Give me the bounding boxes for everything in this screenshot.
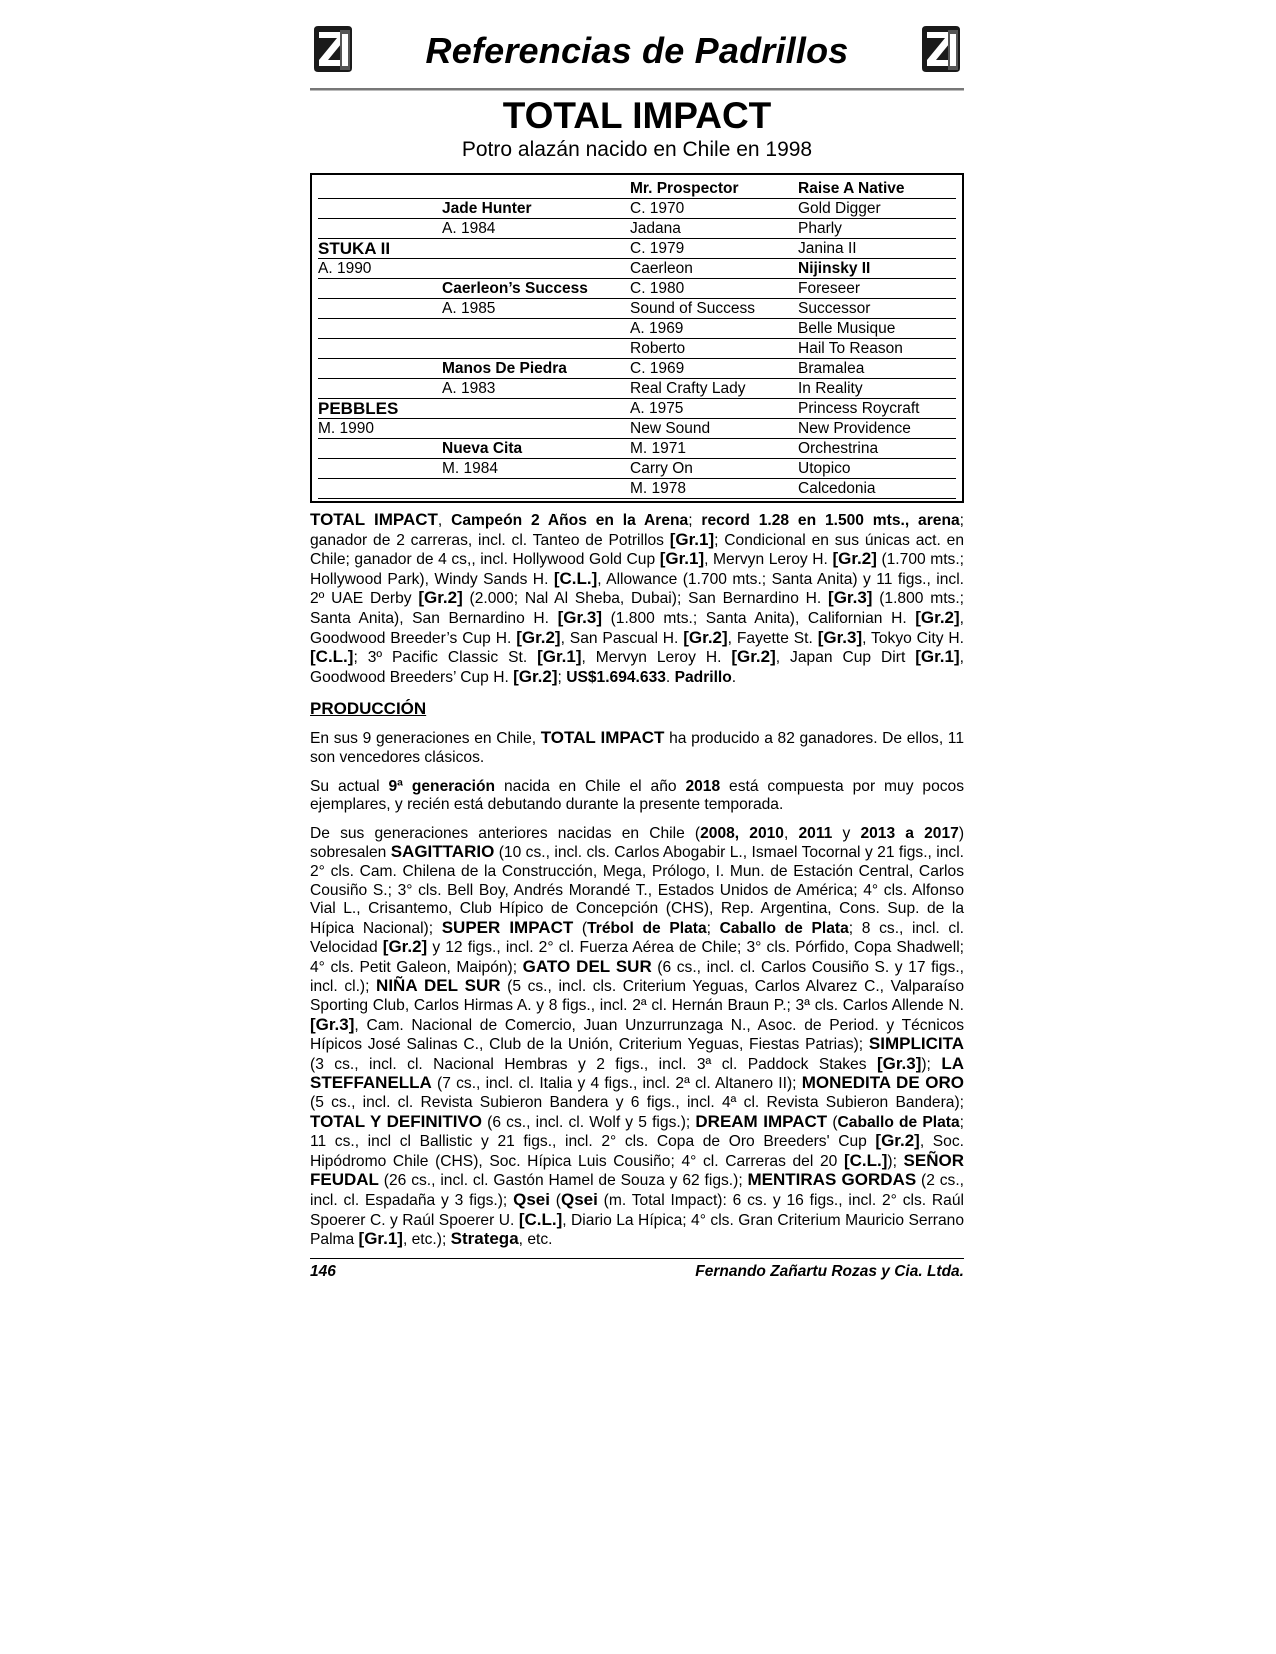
- pedigree-cell: Roberto: [630, 340, 686, 357]
- pedigree-cell: M. 1984: [442, 460, 499, 477]
- text-run: TOTAL IMPACT: [540, 728, 665, 748]
- pedigree-cell: C. 1969: [630, 360, 685, 377]
- page: [310, 20, 964, 1281]
- text-run: , Mervyn Leroy H.: [704, 551, 833, 569]
- pedigree-cell: [442, 419, 630, 438]
- pedigree-row: [318, 419, 956, 439]
- text-run: (2 cs., incl. cl. Espadaña y 3 figs.);: [310, 1172, 964, 1209]
- text-run: [Gr.3]: [817, 627, 863, 647]
- text-run: [Gr.2]: [418, 588, 463, 608]
- text-run: De sus generaciones anteriores nacidas en Chile (: [310, 824, 701, 842]
- pedigree-cell: Janina II: [798, 240, 857, 257]
- text-run: TOTAL IMPACT: [310, 510, 438, 529]
- pedigree-cell: [442, 339, 630, 358]
- text-run: y 12 figs., incl. 2° cl. Fuerza Aérea de Chile; 3° cls. Pórfido, Copa Shadwell; 4° cls. Petit Galeon, Maipón);: [310, 939, 964, 976]
- text-run: (: [549, 1192, 561, 1209]
- production-paragraph: [310, 825, 964, 1250]
- pedigree-row: [318, 399, 956, 419]
- text-run: [C.L.]: [843, 1150, 888, 1170]
- pedigree-row: [318, 259, 956, 279]
- pedigree-cell: [318, 459, 442, 478]
- pedigree-cell: A. 1990: [318, 260, 372, 277]
- text-run: LA STEFFANELLA: [310, 1053, 964, 1093]
- pedigree-cell: [442, 179, 630, 198]
- pedigree-row: [318, 339, 956, 359]
- text-run: , Goodwood Breeders’ Cup H.: [310, 649, 964, 686]
- pedigree-cell: PEBBLES: [318, 399, 399, 418]
- pedigree-cell: Jadana: [630, 220, 681, 237]
- production-text: [310, 729, 964, 1249]
- pedigree-cell: A. 1969: [630, 320, 684, 337]
- text-run: [C.L.]: [310, 647, 354, 667]
- text-run: [Gr.2]: [516, 627, 561, 647]
- pedigree-cell: Bramalea: [798, 360, 865, 377]
- text-run: SIMPLICITA: [868, 1034, 964, 1054]
- pedigree-cell: Belle Musique: [798, 320, 896, 337]
- text-run: SEÑOR FEUDAL: [310, 1150, 965, 1190]
- text-run: , Tokyo City H.: [862, 629, 964, 647]
- text-run: Su actual: [310, 777, 389, 795]
- text-run: (1.800 mts.; Santa Anita), San Bernardino H.: [310, 590, 964, 627]
- text-run: [Gr.1]: [659, 549, 705, 569]
- pedigree-cell: Real Crafty Lady: [630, 380, 746, 397]
- text-run: Caballo de Plata: [719, 919, 849, 937]
- text-run: [Gr.3]: [557, 607, 602, 627]
- text-run: (2.000; Nal Al Sheba, Dubai); San Bernardino H.: [462, 590, 829, 608]
- pedigree-cell: Mr. Prospector: [630, 180, 739, 197]
- text-run: );: [887, 1152, 904, 1170]
- pedigree-cell: M. 1978: [630, 480, 687, 497]
- text-run: [Gr.2]: [731, 647, 776, 667]
- text-run: ha producido a 82 ganadores. De ellos, 11 son vencedores clásicos.: [310, 730, 964, 766]
- pedigree-row: [318, 479, 956, 499]
- text-run: , Cam. Nacional de Comercio, Juan Unzurrunzaga N., Asoc. de Period. y Técnicos Hípicos José Salinas C., Club de la Unión, Criterium Yeguas, Fiestas Patrias);: [310, 1016, 964, 1054]
- page-footer: [310, 1258, 964, 1281]
- text-run: (7 cs., incl. cl. Italia y 4 figs., incl. 2ª cl. Altanero II);: [431, 1075, 802, 1093]
- text-run: ;: [706, 919, 720, 937]
- text-run: (1.700 mts.; Hollywood Park), Windy Sands H.: [310, 551, 965, 588]
- text-run: SAGITTARIO: [390, 842, 495, 862]
- text-run: Qsei: [513, 1190, 550, 1209]
- text-run: Campeón 2 Años en la Arena: [451, 512, 689, 529]
- pedigree-row: [318, 379, 956, 399]
- text-run: (6 cs., incl. cl. Wolf y 5 figs.);: [482, 1113, 696, 1131]
- pedigree-cell: Utopico: [798, 460, 851, 477]
- text-run: [Gr.1]: [915, 647, 960, 667]
- pedigree-cell: C. 1970: [630, 200, 685, 217]
- text-run: NIÑA DEL SUR: [376, 976, 501, 996]
- pedigree-cell: [318, 439, 442, 458]
- production-paragraph: [310, 778, 964, 815]
- text-run: 2018: [685, 777, 721, 795]
- pedigree-cell: Calcedonia: [798, 480, 876, 497]
- zr-logo-icon: [918, 24, 964, 74]
- text-run: está compuesta por muy pocos ejemplares, y recién está debutando durante la presente temporada.: [310, 777, 965, 814]
- text-run: ; 8 cs., incl. cl. Velocidad: [310, 919, 964, 957]
- pedigree-cell: [318, 219, 442, 238]
- production-paragraph: [310, 729, 964, 767]
- text-run: (10 cs., incl. cls. Carlos Abogabir L., Ismael Tocornal y 21 figs., incl. 2° cls. Cam. Chilena de la Construcción, Mega, Prólogo, I. Mun. de Estación Central, Carlos Cousiño S.; 3° cls. Bell Boy, Andrés Morandé T., Estados Unidos de América; 4° cls. Alfonso Vial L., Crisantemo, Club Hípico de Concepción (CHS), Rep. Argentina, Cons. Sup. de la Hípica Nacional);: [310, 844, 965, 937]
- text-run: [Gr.1]: [669, 529, 715, 549]
- text-run: DREAM IMPACT: [695, 1111, 828, 1131]
- pedigree-cell: Caerleon’s Success: [442, 280, 588, 297]
- text-run: (3 cs., incl. cl. Nacional Hembras y 2 figs., incl. 3ª cl. Paddock Stakes: [310, 1055, 877, 1073]
- pedigree-row: [318, 279, 956, 299]
- text-run: , Goodwood Breeder’s Cup H.: [310, 609, 965, 647]
- pedigree-cell: [318, 319, 442, 338]
- pedigree-row: [318, 299, 956, 319]
- text-run: , Allowance (1.700 mts.; Santa Anita) y 11 figs., incl. 2º UAE Derby: [310, 570, 965, 608]
- pedigree-row: [318, 359, 956, 379]
- text-run: 9ª generación: [388, 777, 496, 795]
- pedigree-cell: [318, 479, 442, 498]
- text-run: 2008, 2010: [700, 824, 784, 842]
- pedigree-cell: New Providence: [798, 420, 911, 437]
- text-run: En sus 9 generaciones en Chile,: [310, 730, 541, 748]
- pedigree-cell: Orchestrina: [798, 440, 879, 457]
- pedigree-cell: C. 1980: [630, 280, 685, 297]
- pedigree-cell: Gold Digger: [798, 200, 881, 217]
- text-run: [C.L.]: [518, 1209, 563, 1229]
- pedigree-row: [318, 459, 956, 479]
- text-run: y: [832, 824, 861, 842]
- pedigree-cell: Raise A Native: [798, 180, 905, 197]
- pedigree-cell: M. 1990: [318, 420, 375, 437]
- text-run: [Gr.1]: [358, 1229, 403, 1249]
- text-run: ;: [557, 668, 567, 686]
- header-divider: [310, 88, 964, 91]
- text-run: ;: [688, 512, 702, 529]
- text-run: Caballo de Plata: [837, 1113, 960, 1131]
- pedigree-cell: [318, 279, 442, 298]
- text-run: Padrillo: [674, 668, 732, 686]
- text-run: , Fayette St.: [727, 629, 818, 647]
- text-run: 2011: [798, 824, 833, 842]
- publisher: Fernando Zañartu Rozas y Cia. Ltda.: [695, 1262, 964, 1280]
- text-run: SUPER IMPACT: [441, 917, 574, 937]
- pedigree-row: [318, 439, 956, 459]
- pedigree-cell: Carry On: [630, 460, 693, 477]
- text-run: [Gr.3]: [310, 1014, 355, 1034]
- text-run: GATO DEL SUR: [522, 956, 652, 976]
- text-run: , Diario La Hípica; 4° cls. Gran Criterium Mauricio Serrano Palma: [310, 1211, 964, 1249]
- text-run: (1.800 mts.; Santa Anita), Californian H.: [601, 609, 916, 627]
- text-run: [Gr.1]: [537, 647, 582, 667]
- horse-name: TOTAL IMPACT: [502, 95, 772, 136]
- pedigree-cell: [442, 319, 630, 338]
- pedigree-cell: M. 1971: [630, 440, 687, 457]
- text-run: [Gr.2]: [915, 607, 960, 627]
- pedigree-cell: Sound of Success: [630, 300, 755, 317]
- text-run: [Gr.3]: [876, 1053, 922, 1073]
- text-run: nacida en Chile el año: [495, 777, 686, 795]
- pedigree-row: [318, 199, 956, 219]
- text-run: MENTIRAS GORDAS: [747, 1170, 917, 1190]
- pedigree-row: [318, 179, 956, 199]
- text-run: , Mervyn Leroy H.: [581, 649, 732, 667]
- text-run: [Gr.2]: [382, 937, 428, 957]
- pedigree-cell: A. 1985: [442, 300, 496, 317]
- pedigree-cell: [442, 239, 630, 258]
- text-run: MONEDITA DE ORO: [801, 1073, 964, 1093]
- pedigree-table: [310, 173, 964, 503]
- text-run: US$1.694.633: [566, 668, 666, 686]
- text-run: Qsei: [560, 1190, 598, 1209]
- production-heading: PRODUCCIÓN: [310, 699, 427, 719]
- horse-subtitle: Potro alazán nacido en Chile en 1998: [461, 138, 813, 161]
- pedigree-cell: Nijinsky II: [798, 260, 871, 277]
- text-run: (m. Total Impact): 6 cs. y 16 figs., incl. 2° cls. Raúl Spoerer C. y Raúl Spoerer U.: [310, 1192, 964, 1229]
- text-run: ; 11 cs., incl cl Ballistic y 21 figs., incl. 2° cls. Copa de Oro Breeders' Cup: [310, 1113, 964, 1151]
- text-run: [Gr.2]: [513, 666, 558, 686]
- text-run: .: [731, 668, 737, 686]
- text-run: );: [921, 1055, 942, 1073]
- pedigree-cell: A. 1975: [630, 400, 684, 417]
- pedigree-cell: [318, 199, 442, 218]
- text-run: (: [573, 919, 588, 937]
- pedigree-cell: Hail To Reason: [798, 340, 903, 357]
- pedigree-cell: Pharly: [798, 220, 842, 237]
- pedigree-cell: Successor: [798, 300, 871, 317]
- pedigree-row: [318, 319, 956, 339]
- pedigree-cell: STUKA II: [318, 239, 391, 258]
- pedigree-cell: Princess Roycraft: [798, 400, 920, 417]
- pedigree-cell: [318, 299, 442, 318]
- pedigree-cell: Nueva Cita: [442, 440, 523, 457]
- text-run: ; 3º Pacific Classic St.: [353, 649, 538, 667]
- pedigree-cell: [442, 259, 630, 278]
- text-run: , Soc. Hipódromo Chile (CHS), Soc. Hípica Luis Cousiño; 4° cl. Carreras del 20: [310, 1133, 964, 1170]
- pedigree-cell: [318, 339, 442, 358]
- text-run: ,: [437, 512, 452, 529]
- pedigree-cell: C. 1979: [630, 240, 685, 257]
- text-run: , Japan Cup Dirt: [775, 649, 916, 667]
- text-run: .: [665, 668, 675, 686]
- text-run: , etc.);: [402, 1231, 451, 1249]
- pedigree-cell: [318, 179, 442, 198]
- text-run: ; Condicional en sus únicas act. en Chile; ganador de 4 cs,, incl. Hollywood Gold Cup: [310, 531, 964, 569]
- text-run: ,: [783, 824, 799, 842]
- pedigree-row: [318, 239, 956, 259]
- text-run: Trébol de Plata: [587, 919, 707, 937]
- header-title: Referencias de Padrillos: [425, 30, 849, 71]
- text-run: (6 cs., incl. cl. Carlos Cousiño S. y 17 figs., incl. cl.);: [310, 958, 965, 996]
- text-run: (5 cs., incl. cl. Revista Subieron Bandera y 6 figs., incl. 4ª cl. Revista Subieron Bandera);: [310, 1094, 964, 1112]
- pedigree-cell: [442, 399, 630, 418]
- racing-record: [310, 511, 964, 687]
- pedigree-cell: Foreseer: [798, 280, 861, 297]
- pedigree-cell: A. 1983: [442, 380, 496, 397]
- text-run: 2013 a 2017: [860, 824, 959, 842]
- text-run: ; ganador de 2 carreras, incl. cl. Tanteo de Potrillos: [310, 512, 964, 549]
- pedigree-cell: In Reality: [798, 380, 863, 397]
- pedigree-row: [318, 219, 956, 239]
- pedigree-cell: [318, 379, 442, 398]
- text-run: ) sobresalen: [310, 824, 965, 862]
- text-run: (26 cs., incl. cl. Gastón Hamel de Souza y 62 figs.);: [378, 1172, 748, 1190]
- text-run: [C.L.]: [553, 568, 598, 588]
- text-run: TOTAL Y DEFINITIVO: [310, 1111, 482, 1131]
- page-header: [310, 20, 964, 82]
- pedigree-cell: Caerleon: [630, 260, 693, 277]
- text-run: , San Pascual H.: [560, 629, 684, 647]
- text-run: [Gr.2]: [683, 627, 728, 647]
- pedigree-cell: Manos De Piedra: [442, 360, 567, 377]
- pedigree-cell: New Sound: [630, 420, 711, 437]
- text-run: [Gr.2]: [875, 1131, 920, 1151]
- text-run: [Gr.3]: [828, 588, 873, 608]
- text-run: (5 cs., incl. cls. Criterium Yeguas, Carlos Alvarez C., Valparaíso Sporting Club, Carlos Hirmas A. y 8 figs., incl. 2ª cl. Hernán Braun P.; 3ª cls. Carlos Allende N.: [310, 978, 964, 1015]
- text-run: Stratega: [450, 1229, 519, 1249]
- text-run: record 1.28 en 1.500 mts., arena: [701, 512, 960, 529]
- pedigree-cell: [318, 359, 442, 378]
- pedigree-cell: A. 1984: [442, 220, 496, 237]
- page-number: 146: [310, 1262, 336, 1280]
- text-run: , etc.: [518, 1231, 553, 1249]
- pedigree-cell: Jade Hunter: [442, 200, 532, 217]
- pedigree-cell: [442, 479, 630, 498]
- text-run: (: [827, 1113, 838, 1131]
- text-run: [Gr.2]: [832, 549, 877, 569]
